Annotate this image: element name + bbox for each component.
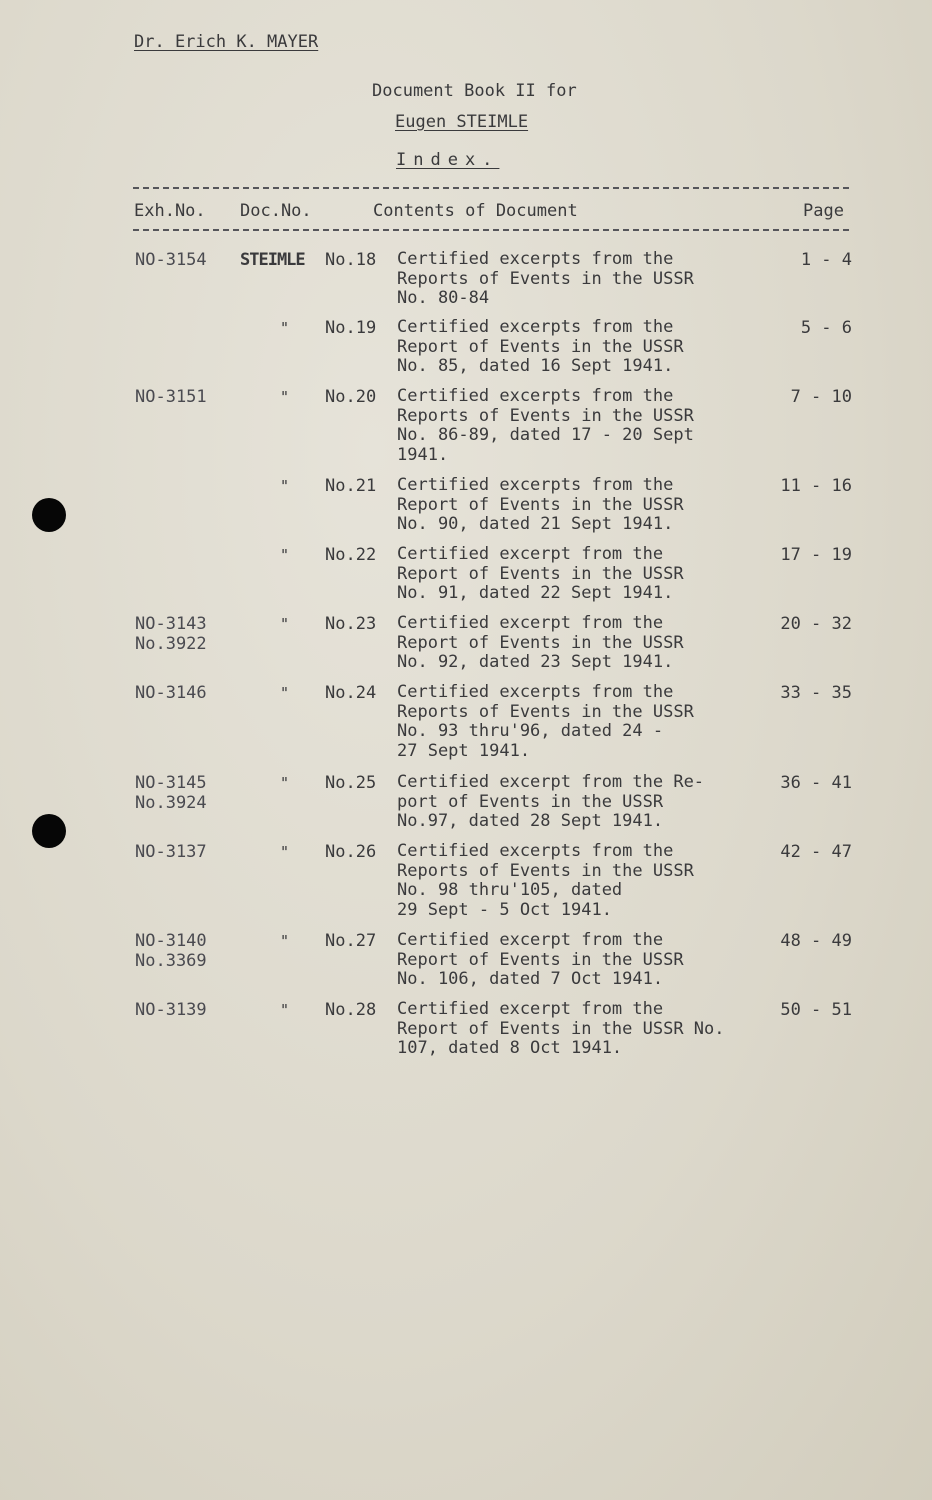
document-number: No.27 xyxy=(325,931,377,951)
author-line: Dr. Erich K. MAYER xyxy=(134,32,319,52)
document-description: Certified excerpt from the Report of Events in the USSR No. 107, dated 8 Oct 1941. xyxy=(397,999,725,1058)
header-exh: Exh.No. xyxy=(134,201,206,221)
page-range: 17 - 19 xyxy=(780,545,852,565)
document-number: No.22 xyxy=(325,545,377,565)
ditto-mark: " xyxy=(280,1001,290,1019)
header-contents: Contents of Document xyxy=(373,201,578,221)
ditto-mark: " xyxy=(280,388,290,406)
document-number: No.23 xyxy=(325,614,377,634)
exhibit-number: NO-3137 xyxy=(135,842,207,862)
document-description: Certified excerpt from the Re- port of Events in the USSR No.97, dated 28 Sept 1941. xyxy=(397,772,705,831)
document-description: Certified excerpt from the Report of Events in the USSR No. 91, dated 22 Sept 1941. xyxy=(397,544,684,603)
punch-hole xyxy=(32,814,66,848)
exhibit-number: NO-3140 No.3369 xyxy=(135,931,207,971)
header-page: Page xyxy=(803,201,844,221)
exhibit-number: NO-3145 No.3924 xyxy=(135,773,207,813)
exhibit-number: NO-3151 xyxy=(135,387,207,407)
doc-prefix: STEIMLE xyxy=(240,250,305,270)
document-number: No.26 xyxy=(325,842,377,862)
exhibit-number: NO-3139 xyxy=(135,1000,207,1020)
document-number: No.18 xyxy=(325,250,377,270)
document-number: No.25 xyxy=(325,773,377,793)
document-number: No.24 xyxy=(325,683,377,703)
exhibit-number: NO-3146 xyxy=(135,683,207,703)
document-number: No.28 xyxy=(325,1000,377,1020)
document-number: No.21 xyxy=(325,476,377,496)
page-range: 36 - 41 xyxy=(780,773,852,793)
ditto-mark: " xyxy=(280,932,290,950)
page-range: 7 - 10 xyxy=(790,387,852,407)
ditto-mark: " xyxy=(280,319,290,337)
ditto-mark: " xyxy=(280,477,290,495)
document-description: Certified excerpts from the Reports of Events in the USSR No. 98 thru'105, dated 29 Sept - 5 Oct 1941. xyxy=(397,841,694,920)
exhibit-number: NO-3154 xyxy=(135,250,207,270)
document-number: No.20 xyxy=(325,387,377,407)
document-description: Certified excerpt from the Report of Events in the USSR No. 106, dated 7 Oct 1941. xyxy=(397,930,684,989)
page-range: 48 - 49 xyxy=(780,931,852,951)
page-range: 1 - 4 xyxy=(800,250,852,270)
page-range: 20 - 32 xyxy=(780,614,852,634)
page-range: 42 - 47 xyxy=(780,842,852,862)
document-description: Certified excerpts from the Reports of Events in the USSR No. 86-89, dated 17 - 20 Sept 1941. xyxy=(397,386,694,465)
ditto-mark: " xyxy=(280,546,290,564)
page-range: 11 - 16 xyxy=(780,476,852,496)
ditto-mark: " xyxy=(280,615,290,633)
title-line: Document Book II for xyxy=(372,81,577,101)
divider-header xyxy=(133,229,849,231)
document-description: Certified excerpts from the Reports of Events in the USSR No. 80-84 xyxy=(397,249,694,308)
header-doc: Doc.No. xyxy=(240,201,312,221)
divider-top xyxy=(133,187,849,189)
ditto-mark: " xyxy=(280,774,290,792)
ditto-mark: " xyxy=(280,843,290,861)
exhibit-number: NO-3143 No.3922 xyxy=(135,614,207,654)
page-range: 5 - 6 xyxy=(800,318,852,338)
page-range: 50 - 51 xyxy=(780,1000,852,1020)
defendant-name: Eugen STEIMLE xyxy=(395,112,529,132)
ditto-mark: " xyxy=(280,684,290,702)
document-description: Certified excerpts from the Report of Events in the USSR No. 85, dated 16 Sept 1941. xyxy=(397,317,684,376)
page-range: 33 - 35 xyxy=(780,683,852,703)
index-title: Index. xyxy=(396,150,500,170)
punch-hole xyxy=(32,498,66,532)
document-number: No.19 xyxy=(325,318,377,338)
document-description: Certified excerpt from the Report of Events in the USSR No. 92, dated 23 Sept 1941. xyxy=(397,613,684,672)
document-description: Certified excerpts from the Report of Events in the USSR No. 90, dated 21 Sept 1941. xyxy=(397,475,684,534)
document-description: Certified excerpts from the Reports of Events in the USSR No. 93 thru'96, dated 24 - 27 Sept 1941. xyxy=(397,682,694,761)
